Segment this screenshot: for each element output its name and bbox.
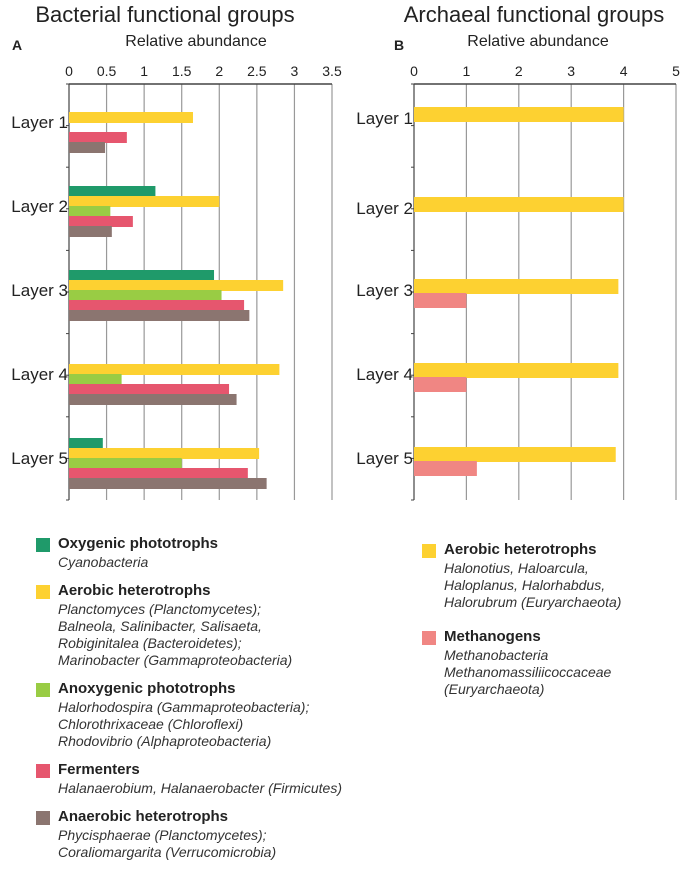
category-label: Layer 5 (356, 449, 413, 468)
legend-desc: Methanobacteria Methanomassiliicoccaceae (Euryarchaeota) (444, 647, 612, 697)
category-label: Layer 4 (356, 365, 413, 384)
legend-item (422, 627, 672, 698)
x-tick-label: 2 (215, 63, 224, 79)
bar (69, 478, 267, 489)
bar (69, 112, 193, 123)
category-label: Layer 1 (11, 113, 68, 132)
bar (414, 447, 616, 462)
bar (69, 132, 127, 143)
legend-desc: Cyanobacteria (58, 554, 149, 570)
legend-desc: Halorhodospira (Gammaproteobacteria); Chlorothrixaceae (Chloroflexi) Rhodovibrio (Alphaproteobacteria) (58, 699, 310, 749)
bar (69, 458, 182, 469)
legend-name: Oxygenic phototrophs (58, 535, 219, 552)
category-label: Layer 2 (356, 199, 413, 218)
bar (414, 461, 477, 476)
legend-item (36, 807, 366, 861)
x-axis-label: Relative abundance (467, 33, 609, 50)
legend-swatch (36, 683, 50, 697)
bar (69, 468, 248, 479)
bar (414, 363, 618, 378)
chart-title: Bacterial functional groups (35, 2, 295, 27)
x-axis-label: Relative abundance (125, 33, 267, 50)
legend-desc: Halanaerobium, Halanaerobacter (Firmicutes) (58, 780, 343, 796)
legend-item (36, 581, 366, 669)
legend-desc: Phycisphaerae (Planctomycetes); Coraliomargarita (Verrucomicrobia) (58, 827, 277, 860)
category-label: Layer 1 (356, 109, 413, 128)
bar (69, 364, 279, 375)
bar (69, 142, 105, 153)
bar (414, 293, 466, 308)
panel-label: B (394, 37, 405, 53)
x-tick-label: 1.5 (171, 63, 192, 79)
x-tick-label: 3 (290, 63, 299, 79)
bar (69, 226, 112, 237)
bar (414, 279, 618, 294)
x-tick-label: 1 (462, 63, 471, 79)
bar (69, 300, 244, 311)
x-tick-label: 0 (65, 63, 73, 79)
category-label: Layer 5 (11, 449, 68, 468)
legend-name: Anoxygenic phototrophs (58, 680, 236, 697)
legend-item (36, 760, 366, 797)
legend-desc: Planctomyces (Planctomycetes); Balneola, Salinibacter, Salisaeta, Robiginitalea (Bacteroidetes); Marinobacter (Gammaproteobacteria) (58, 601, 293, 668)
legend-archaeal (422, 540, 672, 708)
legend-swatch (36, 538, 50, 552)
legend-swatch (36, 811, 50, 825)
bar (414, 107, 624, 122)
legend-name: Anaerobic heterotrophs (58, 808, 229, 825)
bar (69, 270, 214, 281)
legend-swatch (422, 631, 436, 645)
x-tick-label: 3.5 (322, 63, 342, 79)
legend-name: Methanogens (444, 628, 541, 645)
legend-name: Aerobic heterotrophs (58, 582, 211, 599)
x-tick-label: 4 (619, 63, 628, 79)
legend-swatch (36, 585, 50, 599)
x-tick-label: 0 (410, 63, 418, 79)
x-tick-label: 2 (514, 63, 523, 79)
category-label: Layer 4 (11, 365, 68, 384)
legend-item (36, 679, 366, 750)
legend-item (422, 540, 672, 611)
bar (69, 448, 259, 459)
panel-label: A (12, 37, 23, 53)
bar (69, 310, 249, 321)
bar (69, 384, 229, 395)
legend-name: Fermenters (58, 761, 140, 778)
legend-swatch (422, 544, 436, 558)
legend-name: Aerobic heterotrophs (444, 541, 597, 558)
bar (69, 394, 237, 405)
legend-bacterial (36, 534, 366, 871)
bar (414, 377, 466, 392)
bar (69, 186, 155, 197)
legend-item (36, 534, 366, 571)
bar (69, 196, 219, 207)
bar (69, 438, 103, 449)
category-label: Layer 2 (11, 197, 68, 216)
bar (69, 290, 222, 301)
category-label: Layer 3 (356, 281, 413, 300)
x-tick-label: 2.5 (247, 63, 267, 79)
bar (69, 216, 133, 227)
bar (69, 374, 122, 385)
bar (69, 206, 110, 217)
bar (414, 197, 624, 212)
category-label: Layer 3 (11, 281, 68, 300)
x-tick-label: 0.5 (96, 63, 117, 79)
x-tick-label: 3 (567, 63, 576, 79)
legend-desc: Halonotius, Haloarcula, Haloplanus, Halorhabdus, Halorubrum (Euryarchaeota) (444, 560, 622, 610)
bar (69, 280, 283, 291)
x-tick-label: 5 (672, 63, 680, 79)
x-tick-label: 1 (140, 63, 149, 79)
chart-title: Archaeal functional groups (403, 2, 665, 27)
legend-swatch (36, 764, 50, 778)
